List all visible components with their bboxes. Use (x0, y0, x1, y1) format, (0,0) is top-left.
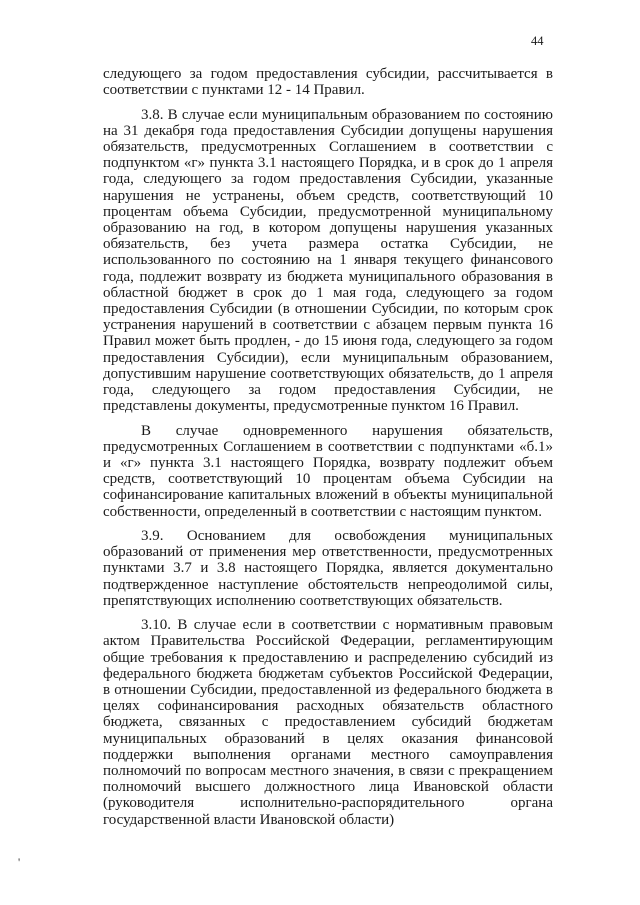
paragraph-3-9: 3.9. Основанием для освобождения муниципальных образований от применения мер ответственности, предусмотренных пунктами 3.7 и 3.8 настоящего Порядка, является документально подтвержденное наступление обстоятельств непреодолимой силы, препятствующих исполнению соответствующих обязательств. (103, 528, 553, 609)
document-body (103, 66, 553, 836)
margin-mark: ' (18, 855, 21, 869)
paragraph-simultaneous-violation: В случае одновременного нарушения обязательств, предусмотренных Соглашением в соответствии с подпунктами «б.1» и «г» пункта 3.1 настоящего Порядка, возврату подлежит объем средств, соответствующий 10 процентам объема Субсидии на софинансирование капитальных вложений в объекты муниципальной собственности, определенный в соответствии с настоящим пунктом. (103, 422, 553, 520)
paragraph-continuation: следующего за годом предоставления субсидии, рассчитывается в соответствии с пунктами 12 - 14 Правил. (103, 66, 553, 99)
paragraph-3-10: 3.10. В случае если в соответствии с нормативным правовым актом Правительства Российской Федерации, регламентирующим общие требования к предоставлению и распределению субсидий из федерального бюджета бюджетам субъектов Российской Федерации, в отношении Субсидии, предоставленной из федерального бюджета в целях софинансирования расходных обязательств областного бюджета, связанных с предоставлением субсидий бюджетам муниципальных образований в целях оказания финансовой поддержки выполнения органами местного самоуправления полномочий по вопросам местного значения, в связи с прекращением полномочий высшего должностного лица Ивановской области (руководителя исполнительно-распорядительного органа государственной власти Ивановской области) (103, 617, 553, 828)
page-number: 44 (531, 34, 544, 48)
paragraph-3-8: 3.8. В случае если муниципальным образованием по состоянию на 31 декабря года предоставления Субсидии допущены нарушения обязательств, предусмотренных Соглашением в соответствии с подпунктом «г» пункта 3.1 настоящего Порядка, и в срок до 1 апреля года, следующего за годом предоставления Субсидии, указанные нарушения не устранены, объем средств, соответствующий 10 процентам объема Субсидии, предусмотренной муниципальному образованию на год, в котором допущены нарушения указанных обязательств, без учета размера остатка Субсидии, не использованного по состоянию на 1 января текущего финансового года, подлежит возврату из бюджета муниципального образования в областной бюджет в срок до 1 мая года, следующего за годом предоставления Субсидии (в отношении Субсидии, по которым срок устранения нарушений в соответствии с абзацем первым пункта 16 Правил может быть продлен, - до 15 июня года, следующего за годом предоставления Субсидии), если муниципальным образованием, допустившим нарушение соответствующих обязательств, до 1 апреля года, следующего за годом предоставления Субсидии, не представлены документы, предусмотренные пунктом 16 Правил. (103, 106, 553, 415)
